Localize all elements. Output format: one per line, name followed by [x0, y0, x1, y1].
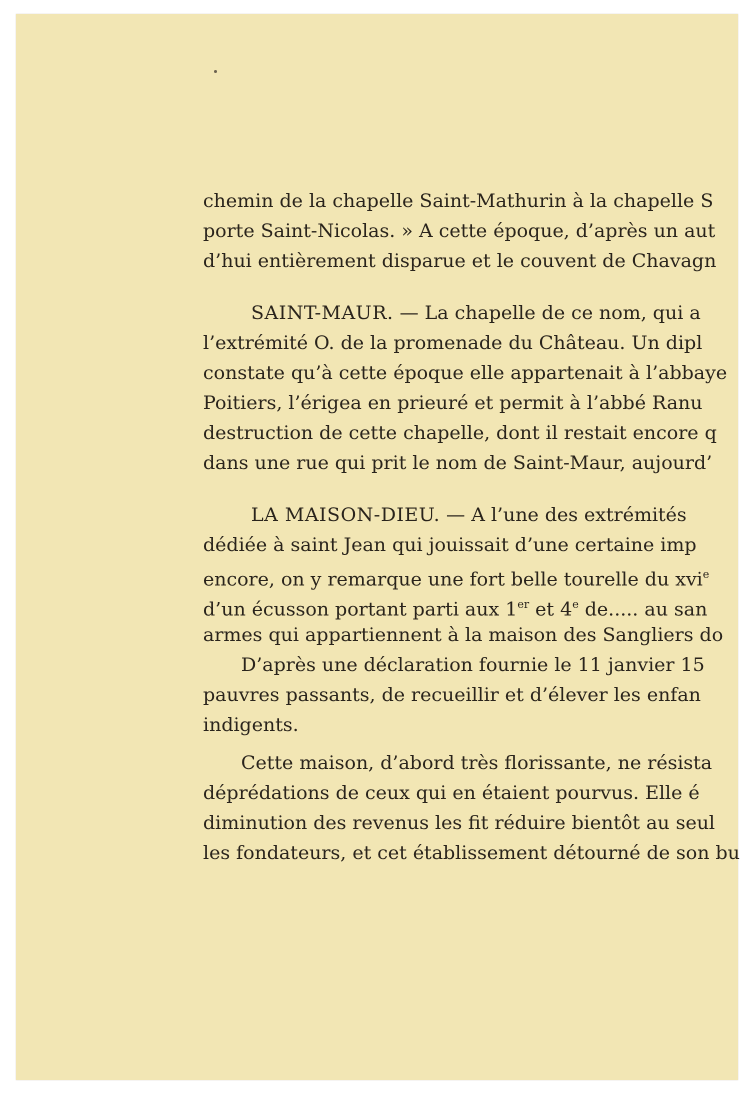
text-line: Poitiers, l’érigea en prieuré et permit à l’abbé Ranu	[203, 392, 703, 414]
text-line: dédiée à saint Jean qui jouissait d’une certaine imp	[203, 534, 697, 556]
text-segment: et 4	[529, 598, 573, 620]
text-line	[203, 500, 756, 530]
text-segment: encore, on y remarque une fort belle tourelle du xvi	[203, 568, 703, 590]
text-line: dans une rue qui prit le nom de Saint-Maur, aujourd’	[203, 452, 713, 474]
text-line: armes qui appartiennent à la maison des Sangliers do	[203, 624, 724, 646]
text-line-continuation: — La chapelle de ce nom, qui a	[393, 302, 701, 324]
text-line: constate qu’à cette époque elle appartenait à l’abbaye	[203, 362, 728, 384]
text-segment: de..... au san	[578, 598, 708, 620]
ink-speck	[214, 70, 217, 73]
section-heading-maison-dieu: LA MAISON-DIEU.	[251, 504, 441, 526]
superscript: e	[702, 568, 710, 581]
text-segment: d’un écusson portant parti aux 1	[203, 598, 518, 620]
section-heading-saint-maur: SAINT-MAUR.	[251, 302, 394, 324]
text-line: destruction de cette chapelle, dont il restait encore q	[203, 422, 717, 444]
superscript: e	[572, 598, 579, 611]
text-line: indigents.	[203, 714, 299, 736]
text-line: d’hui entièrement disparue et le couvent de Chavagn	[203, 250, 717, 272]
text-line	[203, 298, 756, 328]
text-line: D’après une déclaration fournie le 11 janvier 15	[241, 654, 705, 676]
document-text	[203, 186, 756, 868]
text-line	[203, 590, 756, 620]
text-line: déprédations de ceux qui en étaient pourvus. Elle é	[203, 782, 700, 804]
text-line: chemin de la chapelle Saint-Mathurin à la chapelle S	[203, 190, 714, 212]
superscript: er	[517, 598, 530, 611]
text-line-continuation: — A l’une des extrémités	[440, 504, 687, 526]
text-line: porte Saint-Nicolas. » A cette époque, d’après un aut	[203, 220, 716, 242]
text-line: l’extrémité O. de la promenade du Château. Un dipl	[203, 332, 703, 354]
text-line: Cette maison, d’abord très florissante, ne résista	[241, 752, 713, 774]
text-line: les fondateurs, et cet établissement détourné de son bu	[203, 842, 740, 864]
text-line: diminution des revenus les fit réduire bientôt au seul	[203, 812, 716, 834]
text-line: pauvres passants, de recueillir et d’élever les enfan	[203, 684, 701, 706]
text-line	[203, 560, 756, 590]
